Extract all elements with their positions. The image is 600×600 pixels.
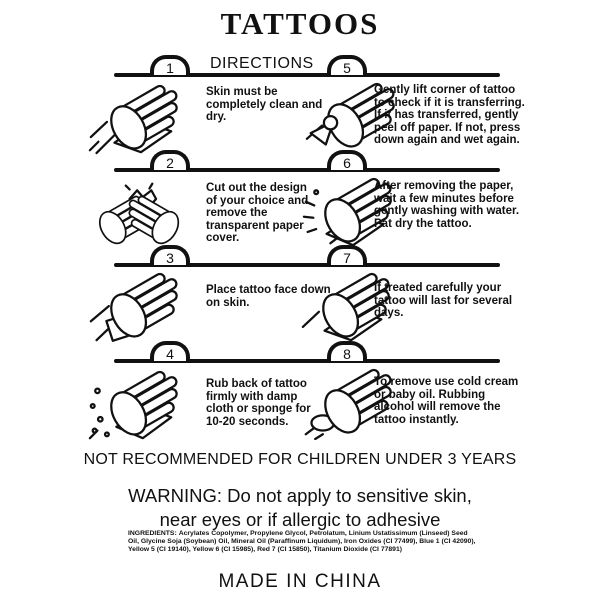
made-in-label: MADE IN CHINA — [218, 571, 382, 592]
step7-text: If treated carefully your tattoo will last for several days. — [374, 282, 513, 319]
step-number: 2 — [166, 155, 174, 171]
sensitivity-warning — [0, 484, 600, 532]
hand-wiping-skin-icon — [88, 84, 192, 156]
ingredients-label: INGREDIENTS: — [128, 530, 177, 537]
step-number: 3 — [166, 250, 174, 266]
step4-text: Rub back of tattoo firmly with damp cloth or sponge for 10-20 seconds. — [206, 378, 311, 428]
step-number-badge — [327, 55, 367, 75]
ingredients-text: Acrylates Copolymer, Propylene Glycol, Petrolatum, Linium Ustatissimum (Linseed) Seed Oil, Glycine Soja (Soybean) Oil, Mineral Oil (Paraffinum Liquidum), Iron Oxides (CI 77499), Blue 1 (CI 42090), Yellow 5 (CI 19140), Yellow 6 (CI 15985), Red 7 (CI 15850), Titanium Dioxide (CI 77891) — [128, 530, 476, 553]
step6-text: After removing the paper, wait a few minutes before gently washing with water. Pat dry the tattoo. — [374, 180, 520, 230]
step1-illustration — [88, 84, 192, 156]
hand-placing-tattoo-icon — [88, 272, 192, 344]
step-number: 1 — [166, 60, 174, 76]
step3-text: Place tattoo face down on skin. — [206, 284, 331, 309]
step3-illustration — [88, 272, 192, 344]
step2-illustration — [88, 178, 192, 250]
step-number-badge — [150, 55, 190, 75]
step-number: 4 — [166, 346, 174, 362]
warning-line1: WARNING: Do not apply to sensitive skin, — [128, 485, 472, 506]
step-number: 7 — [343, 250, 351, 266]
step-number: 8 — [343, 346, 351, 362]
step2-text: Cut out the design of your choice and remove the transparent paper cover. — [206, 182, 309, 244]
step-number: 5 — [343, 60, 351, 76]
warning-line2: near eyes or if allergic to adhesive — [159, 509, 441, 530]
ingredients-list — [128, 530, 480, 553]
step-number: 6 — [343, 155, 351, 171]
hand-rubbing-damp-cloth-icon — [88, 370, 192, 442]
age-warning: NOT RECOMMENDED FOR CHILDREN UNDER 3 YEARS — [83, 451, 517, 468]
step8-text: To remove use cold cream or baby oil. Rubbing alcohol will remove the tattoo instantly. — [374, 376, 519, 426]
step5-text: Gently lift corner of tattoo to check if it is transferring. If it has transferred, gently peel off paper. If not, press down again and wet again. — [374, 84, 525, 146]
directions-label: DIRECTIONS — [210, 55, 314, 72]
step1-text: Skin must be completely clean and dry. — [206, 86, 323, 123]
hands-tearing-paper-icon — [88, 178, 192, 250]
step4-illustration — [88, 370, 192, 442]
page-title: TATTOOS — [220, 6, 380, 41]
